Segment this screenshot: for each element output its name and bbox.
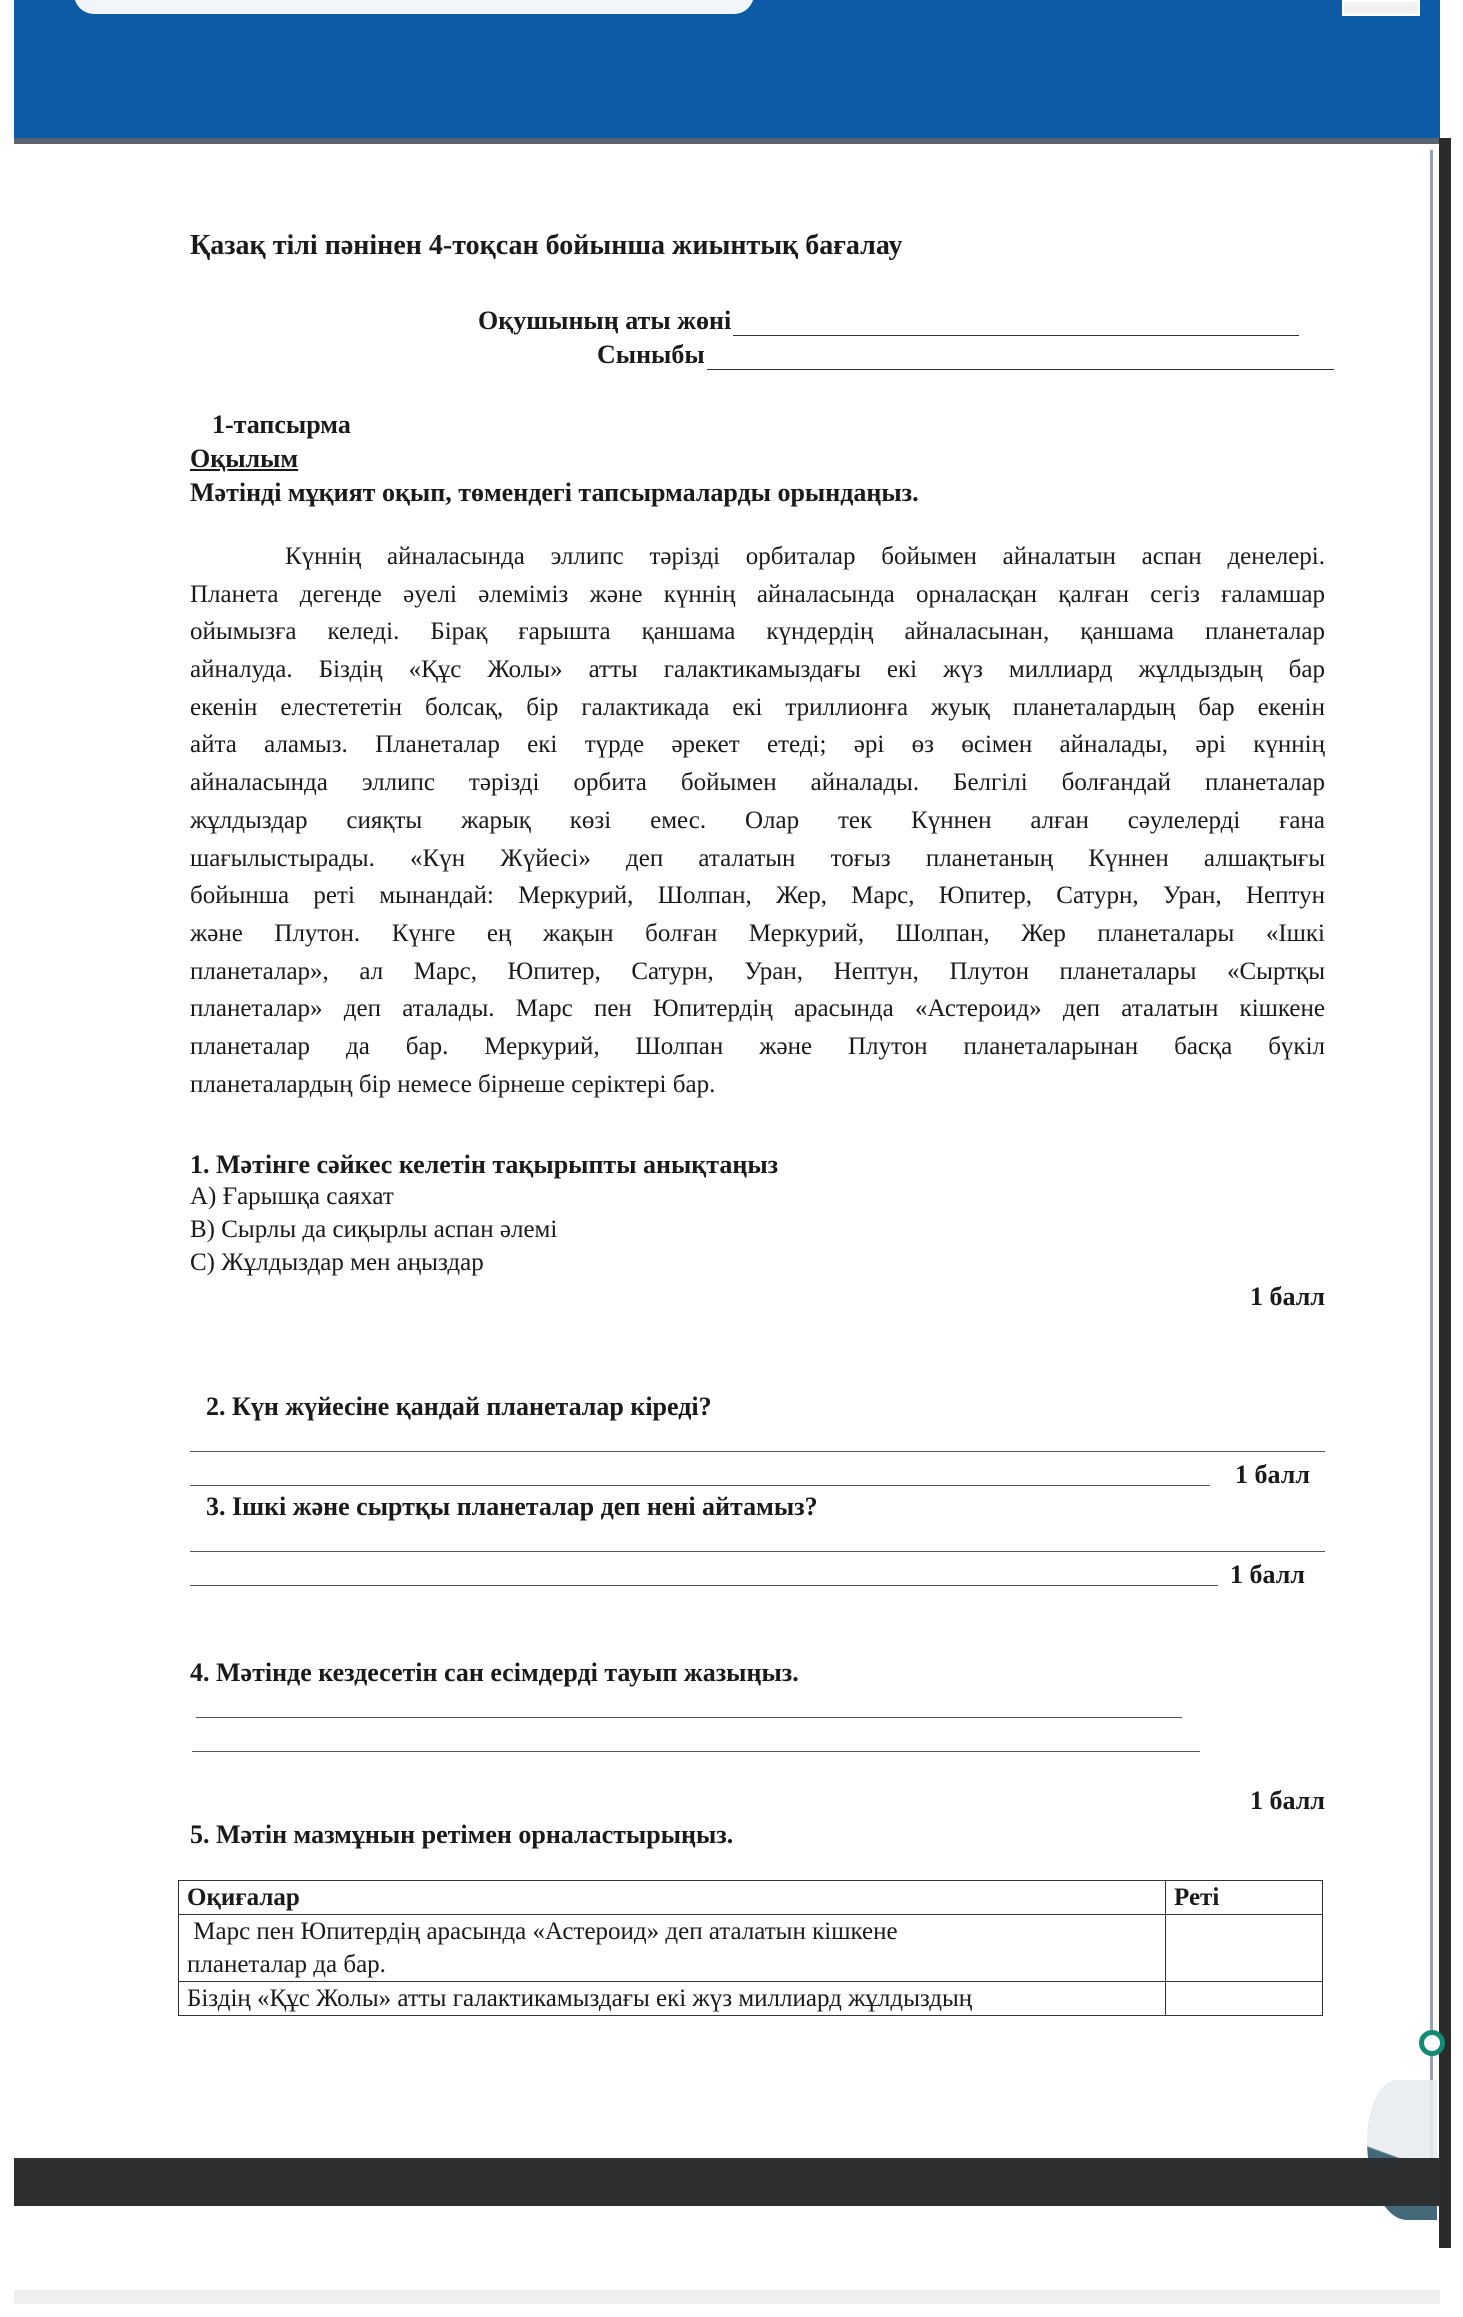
q2-answer-line-1[interactable] xyxy=(190,1451,1325,1452)
q3-score: 1 балл xyxy=(1230,1560,1305,1589)
q2-score: 1 балл xyxy=(1235,1460,1310,1489)
instruction: Мәтінді мұқият оқып, төмендегі тапсырмаларды орындаңыз. xyxy=(190,478,919,507)
question-5: 5. Мәтін мазмұнын ретімен орналастырыңыз. xyxy=(190,1820,734,1849)
event-cell xyxy=(179,1915,1166,1982)
event-cell xyxy=(179,1982,1166,2016)
event-text: планеталар да бар. xyxy=(187,1951,386,1978)
passage-line: Күннің айналасында эллипс тәрізді орбиталар бойымен айналатын аспан денелері. xyxy=(285,543,1325,570)
header-events: Оқиғалар xyxy=(179,1881,1166,1915)
q1-option-a[interactable]: А) Ғарышқа саяхат xyxy=(190,1183,394,1210)
question-3: 3. Ішкі және сыртқы планеталар деп нені айтамыз? xyxy=(206,1492,818,1521)
student-name-line[interactable] xyxy=(733,335,1299,336)
q4-answer-line-1[interactable] xyxy=(196,1717,1182,1718)
passage-line: шағылыстырады. «Күн Жүйесі» деп аталатын тоғыз планетаның Күннен алшақтығы xyxy=(190,844,1325,872)
q2-answer-line-2[interactable] xyxy=(190,1485,1210,1486)
app-logo xyxy=(74,0,754,14)
passage-line: екенін елестететін болсақ, бір галактикада екі триллионға жуық планеталардың бар екенін xyxy=(190,693,1325,721)
passage-line: айналуда. Біздің «Құс Жолы» атты галактикамыздағы екі жүз миллиард жұлдыздың бар xyxy=(190,656,1325,684)
table-header-row xyxy=(179,1881,1323,1915)
bottom-strip xyxy=(14,2290,1440,2304)
class-label: Сыныбы xyxy=(597,340,705,369)
q3-answer-line-2[interactable] xyxy=(190,1585,1218,1586)
passage-line: айта аламыз. Планеталар екі түрде әрекет етеді; әрі өз өсімен айналады, әрі күннің xyxy=(190,731,1325,759)
reading-passage xyxy=(190,538,1325,1103)
question-1: 1. Мәтінге сәйкес келетін тақырыпты анықтаңыз xyxy=(190,1150,779,1179)
student-name-label: Оқушының аты жөні xyxy=(478,306,732,335)
event-text: Марс пен Юпитердің арасында «Астероид» деп аталатын кішкене xyxy=(187,1918,898,1945)
question-4: 4. Мәтінде кездесетін сан есімдерді тауып жазыңыз. xyxy=(190,1658,799,1687)
document-title: Қазақ тілі пәнінен 4-тоқсан бойынша жиынтық бағалау xyxy=(190,230,903,261)
table-row xyxy=(179,1915,1323,1982)
viewer-right-frame xyxy=(1439,138,1451,2248)
order-cell[interactable] xyxy=(1166,1915,1323,1982)
passage-line: планеталар» деп аталады. Марс пен Юпитердің арасында «Астероид» деп аталатын кішкене xyxy=(190,995,1325,1023)
q1-option-c[interactable]: С) Жұлдыздар мен аңыздар xyxy=(190,1249,484,1276)
table-row xyxy=(179,1982,1323,2016)
scroll-handle[interactable] xyxy=(1419,2030,1445,2056)
passage-line: айналасында эллипс тәрізді орбита бойымен айналады. Белгілі болғандай планеталар xyxy=(190,769,1325,797)
page-edge xyxy=(1430,150,1433,2190)
q3-answer-line-1[interactable] xyxy=(190,1551,1325,1552)
class-line[interactable] xyxy=(707,369,1334,370)
passage-line: ойымызға келеді. Бірақ ғарышта қаншама күндердің айналасынан, қаншама планеталар xyxy=(190,618,1325,646)
q1-option-b[interactable]: В) Сырлы да сиқырлы аспан әлемі xyxy=(190,1216,558,1243)
menu-button[interactable] xyxy=(1342,0,1420,16)
events-table xyxy=(178,1880,1323,2016)
passage-line: планеталардың бір немесе бірнеше серіктері бар. xyxy=(190,1070,716,1098)
passage-line: жұлдыздар сияқты жарық көзі емес. Олар тек Күннен алған сәулелерді ғана xyxy=(190,806,1325,834)
q1-score: 1 балл xyxy=(1250,1282,1325,1311)
student-name-field[interactable] xyxy=(478,306,1299,336)
passage-line: планеталар», ал Марс, Юпитер, Сатурн, Уран, Нептун, Плутон планеталары «Сыртқы xyxy=(190,957,1325,985)
header-order: Реті xyxy=(1166,1881,1323,1915)
passage-line: Планета дегенде әуелі әлеміміз және күннің айналасында орналасқан қалған сегіз ғаламшар xyxy=(190,580,1325,608)
section-label: Оқылым xyxy=(190,444,299,473)
event-text: Біздің «Құс Жолы» атты галактикамыздағы екі жүз миллиард жұлдыздың xyxy=(187,1985,973,2012)
q4-score: 1 балл xyxy=(1250,1786,1325,1815)
task-label: 1-тапсырма xyxy=(212,410,351,439)
viewer-header-bar xyxy=(14,0,1440,144)
q4-answer-line-2[interactable] xyxy=(192,1751,1200,1752)
class-field[interactable] xyxy=(597,340,1334,370)
passage-line: планеталар да бар. Меркурий, Шолпан және Плутон планеталарынан басқа бүкіл xyxy=(190,1032,1325,1060)
passage-line: және Плутон. Күнге ең жақын болған Меркурий, Шолпан, Жер планеталары «Ішкі xyxy=(190,919,1325,947)
question-2: 2. Күн жүйесіне қандай планеталар кіреді? xyxy=(206,1392,712,1421)
viewer-footer-bar xyxy=(14,2158,1440,2206)
passage-line: бойынша реті мынандай: Меркурий, Шолпан, Жер, Марс, Юпитер, Сатурн, Уран, Нептун xyxy=(190,882,1325,910)
order-cell[interactable] xyxy=(1166,1982,1323,2016)
